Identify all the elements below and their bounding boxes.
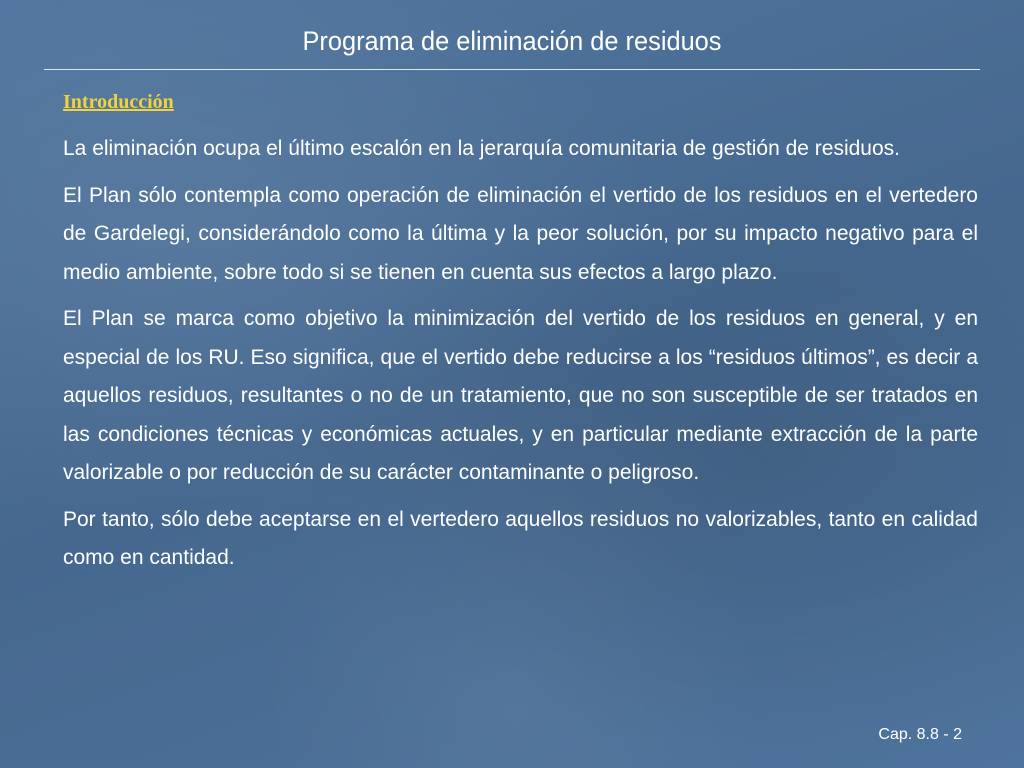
section-heading: Introducción: [63, 91, 174, 113]
paragraph-2: El Plan sólo contempla como operación de eliminación el vertido de los residuos en el vertedero de Gardelegi, considerándolo como la última y la peor solución, por su impacto negativo para el medio ambiente, sobre todo si se tienen en cuenta sus efectos a largo plazo.: [63, 183, 978, 284]
slide-content: [63, 86, 978, 586]
paragraph-4: Por tanto, sólo debe aceptarse en el vertedero aquellos residuos no valorizables, tanto en calidad como en cantidad.: [63, 507, 978, 569]
page-number: Cap. 8.8 - 2: [878, 726, 962, 743]
title-divider: [44, 69, 980, 70]
slide-title: Programa de eliminación de residuos: [302, 26, 722, 56]
paragraph-1: La eliminación ocupa el último escalón en la jerarquía comunitaria de gestión de residuos.: [63, 137, 900, 160]
paragraph-3: El Plan se marca como objetivo la minimización del vertido de los residuos en general, y en especial de los RU. Eso significa, que el vertido debe reducirse a los “residuos últimos”, es decir a aquellos residuos, resultantes o no de un tratamiento, que no son susceptible de ser tratados en las condiciones técnicas y económicas actuales, y en particular mediante extracción de la parte valorizable o por reducción de su carácter contaminante o peligroso.: [63, 307, 978, 484]
